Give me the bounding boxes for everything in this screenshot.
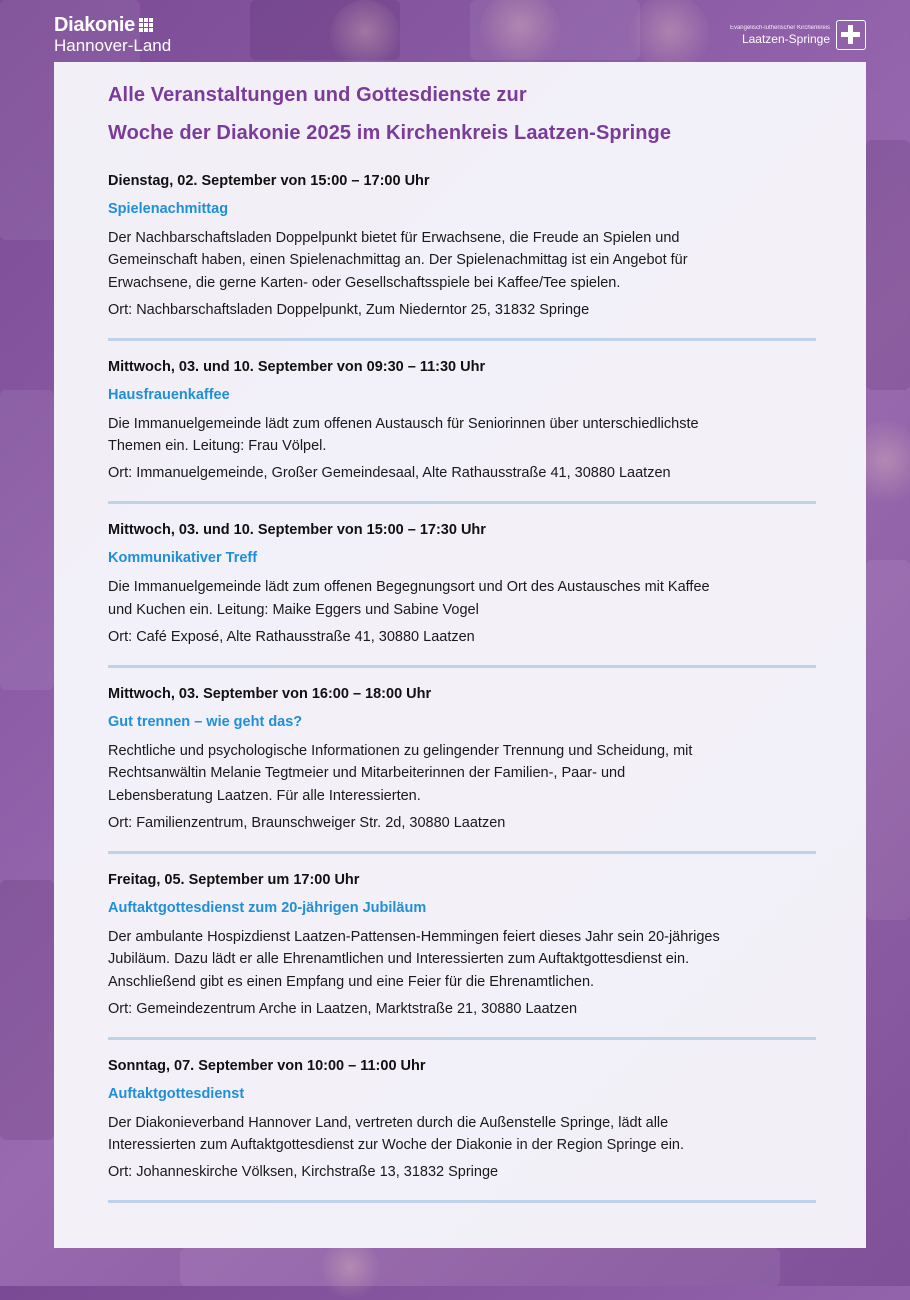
divider — [108, 1037, 816, 1040]
logo-sub-text: Hannover-Land — [54, 36, 172, 55]
event-location: Ort: Johanneskirche Völksen, Kirchstraße 13, 31832 Springe — [108, 1164, 499, 1181]
background-face — [320, 1240, 380, 1300]
event-location: Ort: Café Exposé, Alte Rathausstraße 41, 30880 Laatzen — [108, 629, 475, 646]
event-item — [108, 1050, 816, 1183]
event-title: Gut trennen – wie geht das? — [108, 714, 303, 731]
background-photo — [866, 140, 910, 390]
event-description-line: Erwachsene, die gerne Karten- oder Gesellschaftsspiele bei Kaffee/Tee spielen. — [108, 274, 621, 291]
event-location: Ort: Gemeindezentrum Arche in Laatzen, Marktstraße 21, 30880 Laatzen — [108, 1000, 578, 1017]
event-location: Ort: Familienzentrum, Braunschweiger Str. 2d, 30880 Laatzen — [108, 814, 506, 831]
event-description-line: Rechtliche und psychologische Informationen zu gelingender Trennung und Scheidung, mit — [108, 743, 693, 760]
event-location: Ort: Immanuelgemeinde, Großer Gemeindesaal, Alte Rathausstraße 41, 30880 Laatzen — [108, 465, 671, 482]
event-description — [108, 1112, 816, 1157]
event-description-line: Themen ein. Leitung: Frau Völpel. — [108, 438, 327, 455]
diakonie-logo — [54, 14, 171, 55]
event-item — [108, 678, 816, 833]
content-panel — [54, 62, 866, 1248]
event-description — [108, 413, 816, 458]
background-photo — [0, 390, 54, 690]
kirchenkreis-tagline: Evangelisch-lutherischer Kirchenkreis — [729, 25, 830, 31]
event-description-line: und Kuchen ein. Leitung: Maike Eggers und Sabine Vogel — [108, 601, 479, 618]
kirchenkreis-logo — [730, 20, 866, 50]
event-item — [108, 351, 816, 484]
event-date: Sonntag, 07. September von 10:00 – 11:00 Uhr — [108, 1057, 426, 1074]
event-description — [108, 926, 816, 993]
event-description-line: Die Immanuelgemeinde lädt zum offenen Begegnungsort und Ort des Austausches mit Kaffee — [108, 579, 710, 596]
event-description-line: Interessierten zum Auftaktgottesdienst zur Woche der Diakonie in der Region Springe ein. — [108, 1137, 685, 1154]
event-description-line: Der Diakonieverband Hannover Land, vertreten durch die Außenstelle Springe, lädt alle — [108, 1114, 669, 1131]
divider — [108, 338, 816, 341]
event-title: Auftaktgottesdienst — [108, 1085, 245, 1102]
event-date: Mittwoch, 03. und 10. September von 09:30 – 11:30 Uhr — [108, 358, 486, 375]
event-title: Kommunikativer Treff — [108, 550, 258, 567]
event-description — [108, 740, 816, 807]
event-date: Mittwoch, 03. September von 16:00 – 18:00 Uhr — [108, 686, 432, 703]
event-date: Freitag, 05. September um 17:00 Uhr — [108, 871, 360, 888]
background-photo — [866, 560, 910, 920]
event-description-line: Lebensberatung Laatzen. Für alle Interessierten. — [108, 787, 421, 804]
event-description-line: Anschließend gibt es einen Empfang und eine Feier für die Ehrenamtlichen. — [108, 973, 595, 990]
event-description-line: Der Nachbarschaftsladen Doppelpunkt bietet für Erwachsene, die Freude an Spielen und — [108, 230, 680, 246]
event-description-line: Jubiläum. Dazu lädt er alle Ehrenamtlichen und Interessierten zum Auftaktgottesdienst ein. — [108, 951, 690, 968]
event-date: Mittwoch, 03. und 10. September von 15:00 – 17:30 Uhr — [108, 522, 486, 539]
event-description-line: Rechtsanwältin Melanie Tegtmeier und Mitarbeiterinnen der Familien-, Paar- und — [108, 765, 626, 782]
event-item — [108, 514, 816, 647]
page-title — [108, 76, 816, 152]
background-photo — [180, 1248, 780, 1286]
event-location: Ort: Nachbarschaftsladen Doppelpunkt, Zum Niederntor 25, 31832 Springe — [108, 301, 590, 318]
title-line-2: Woche der Diakonie 2025 im Kirchenkreis Laatzen-Springe — [108, 122, 672, 144]
logo-brand-text: Diakonie — [54, 14, 135, 36]
event-item — [108, 165, 816, 320]
event-date: Dienstag, 02. September von 15:00 – 17:00 Uhr — [108, 173, 430, 189]
event-title: Spielenachmittag — [108, 201, 229, 217]
event-description-line: Die Immanuelgemeinde lädt zum offenen Austausch für Seniorinnen über unterschiedlichste — [108, 415, 699, 432]
divider — [108, 851, 816, 854]
event-title: Hausfrauenkaffee — [108, 386, 230, 403]
event-description — [108, 576, 816, 621]
cross-icon — [836, 20, 866, 50]
event-description — [108, 227, 816, 294]
event-item — [108, 864, 816, 1019]
title-line-1: Alle Veranstaltungen und Gottesdienste zur — [108, 84, 527, 106]
event-title: Auftaktgottesdienst zum 20-jährigen Jubiläum — [108, 899, 427, 916]
divider — [108, 665, 816, 668]
diakonie-grid-icon — [139, 18, 153, 32]
background-photo — [0, 880, 54, 1140]
divider — [108, 501, 816, 504]
background-face — [330, 0, 400, 70]
divider — [108, 1200, 816, 1203]
event-description-line: Gemeinschaft haben, einen Spielenachmittag an. Der Spielenachmittag ist ein Angebot für — [108, 252, 688, 269]
kirchenkreis-name: Laatzen-Springe — [741, 32, 830, 46]
event-description-line: Der ambulante Hospizdienst Laatzen-Pattensen-Hemmingen feiert dieses Jahr sein 20-jähriges — [108, 928, 720, 945]
